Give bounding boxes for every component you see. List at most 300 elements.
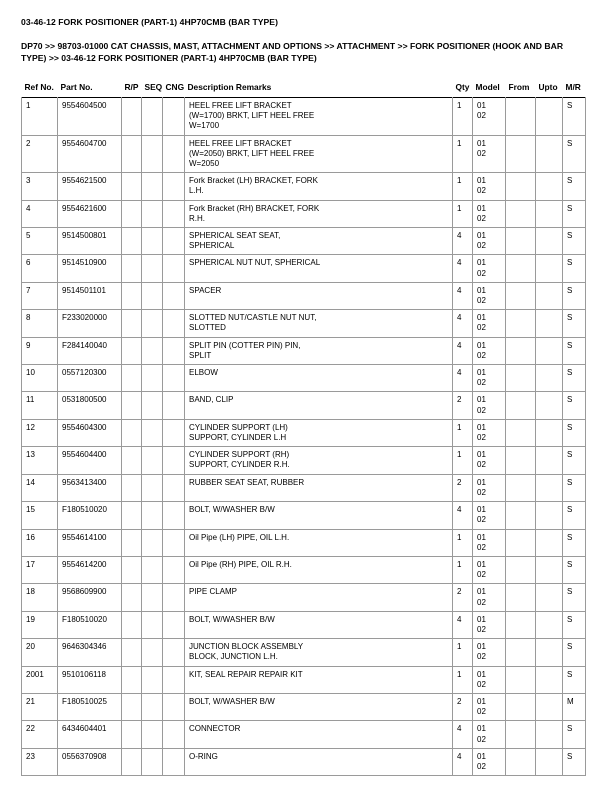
cell-qty: 1 — [453, 639, 473, 666]
cell-seq — [142, 392, 163, 419]
cell-ref-no: 15 — [22, 502, 58, 529]
cell-from — [506, 748, 536, 775]
cell-seq — [142, 611, 163, 638]
column-header-description: Description Remarks — [187, 82, 272, 92]
cell-model: 01 02 — [473, 310, 506, 337]
cell-upto — [536, 529, 563, 556]
cell-upto — [536, 200, 563, 227]
table-row — [22, 611, 586, 638]
cell-rp — [122, 337, 142, 364]
cell-rp — [122, 98, 142, 136]
column-header-rp: R/P — [124, 82, 139, 92]
cell-ref-no: 2 — [22, 135, 58, 173]
cell-rp — [122, 693, 142, 720]
table-row — [22, 474, 586, 501]
cell-qty: 1 — [453, 556, 473, 583]
cell-part-no: 9646304346 — [58, 639, 122, 666]
cell-part-no: 9554614100 — [58, 529, 122, 556]
cell-part-no: 9554614200 — [58, 556, 122, 583]
cell-upto — [536, 721, 563, 748]
cell-description: BOLT, W/WASHER B/W — [185, 611, 453, 638]
cell-seq — [142, 502, 163, 529]
cell-from — [506, 529, 536, 556]
cell-qty: 4 — [453, 255, 473, 282]
cell-seq — [142, 255, 163, 282]
cell-upto — [536, 474, 563, 501]
cell-rp — [122, 282, 142, 309]
cell-ref-no: 22 — [22, 721, 58, 748]
table-row — [22, 98, 586, 136]
cell-upto — [536, 365, 563, 392]
cell-upto — [536, 611, 563, 638]
cell-cng — [163, 200, 185, 227]
cell-upto — [536, 135, 563, 173]
table-row — [22, 721, 586, 748]
cell-cng — [163, 556, 185, 583]
cell-seq — [142, 135, 163, 173]
cell-qty: 4 — [453, 502, 473, 529]
cell-mr: S — [563, 611, 586, 638]
cell-mr: S — [563, 282, 586, 309]
cell-description: KIT, SEAL REPAIR REPAIR KIT — [185, 666, 453, 693]
cell-model: 01 02 — [473, 255, 506, 282]
cell-qty: 1 — [453, 200, 473, 227]
cell-model: 01 02 — [473, 135, 506, 173]
cell-ref-no: 2001 — [22, 666, 58, 693]
cell-qty: 2 — [453, 584, 473, 611]
cell-description: O-RING — [185, 748, 453, 775]
table-row — [22, 337, 586, 364]
cell-rp — [122, 474, 142, 501]
table-row — [22, 365, 586, 392]
cell-part-no: 9554621500 — [58, 173, 122, 200]
cell-qty: 4 — [453, 365, 473, 392]
cell-model: 01 02 — [473, 584, 506, 611]
table-row — [22, 200, 586, 227]
cell-seq — [142, 666, 163, 693]
cell-part-no: F180510020 — [58, 611, 122, 638]
cell-ref-no: 8 — [22, 310, 58, 337]
table-row — [22, 748, 586, 775]
cell-rp — [122, 584, 142, 611]
cell-part-no: 9554604300 — [58, 419, 122, 446]
cell-description: Fork Bracket (LH) BRACKET, FORK L.H. — [185, 173, 453, 200]
cell-from — [506, 419, 536, 446]
cell-seq — [142, 447, 163, 474]
table-row — [22, 419, 586, 446]
cell-model: 01 02 — [473, 98, 506, 136]
table-row — [22, 135, 586, 173]
cell-description: CYLINDER SUPPORT (RH) SUPPORT, CYLINDER R.H. — [185, 447, 453, 474]
cell-cng — [163, 584, 185, 611]
cell-rp — [122, 748, 142, 775]
cell-ref-no: 14 — [22, 474, 58, 501]
cell-upto — [536, 666, 563, 693]
cell-rp — [122, 310, 142, 337]
cell-description: PIPE CLAMP — [185, 584, 453, 611]
cell-from — [506, 584, 536, 611]
cell-rp — [122, 556, 142, 583]
cell-part-no: F180510025 — [58, 693, 122, 720]
cell-cng — [163, 173, 185, 200]
cell-cng — [163, 529, 185, 556]
table-row — [22, 639, 586, 666]
cell-upto — [536, 98, 563, 136]
cell-ref-no: 18 — [22, 584, 58, 611]
cell-model: 01 02 — [473, 693, 506, 720]
cell-cng — [163, 365, 185, 392]
cell-mr: S — [563, 419, 586, 446]
cell-cng — [163, 228, 185, 255]
cell-cng — [163, 392, 185, 419]
cell-ref-no: 10 — [22, 365, 58, 392]
cell-model: 01 02 — [473, 447, 506, 474]
cell-from — [506, 502, 536, 529]
cell-rp — [122, 502, 142, 529]
cell-rp — [122, 611, 142, 638]
cell-model: 01 02 — [473, 337, 506, 364]
cell-model: 01 02 — [473, 529, 506, 556]
cell-cng — [163, 447, 185, 474]
cell-mr: S — [563, 392, 586, 419]
cell-seq — [142, 419, 163, 446]
cell-from — [506, 639, 536, 666]
cell-mr: S — [563, 556, 586, 583]
cell-rp — [122, 639, 142, 666]
cell-description: SLOTTED NUT/CASTLE NUT NUT, SLOTTED — [185, 310, 453, 337]
cell-qty: 1 — [453, 98, 473, 136]
cell-mr: S — [563, 721, 586, 748]
cell-part-no: 9514510900 — [58, 255, 122, 282]
cell-part-no: F233020000 — [58, 310, 122, 337]
page-title: 03-46-12 FORK POSITIONER (PART-1) 4HP70CMB (BAR TYPE) — [21, 17, 279, 27]
cell-rp — [122, 666, 142, 693]
cell-qty: 4 — [453, 282, 473, 309]
cell-cng — [163, 419, 185, 446]
cell-from — [506, 556, 536, 583]
cell-cng — [163, 98, 185, 136]
cell-seq — [142, 310, 163, 337]
cell-rp — [122, 721, 142, 748]
cell-mr: S — [563, 584, 586, 611]
parts-table — [21, 82, 586, 776]
cell-from — [506, 666, 536, 693]
cell-description: ELBOW — [185, 365, 453, 392]
cell-from — [506, 255, 536, 282]
cell-ref-no: 1 — [22, 98, 58, 136]
cell-model: 01 02 — [473, 502, 506, 529]
cell-from — [506, 200, 536, 227]
cell-part-no: 9514500801 — [58, 228, 122, 255]
table-row — [22, 502, 586, 529]
cell-part-no: 9554621600 — [58, 200, 122, 227]
cell-part-no: 9510106118 — [58, 666, 122, 693]
cell-seq — [142, 556, 163, 583]
cell-model: 01 02 — [473, 556, 506, 583]
cell-ref-no: 12 — [22, 419, 58, 446]
cell-seq — [142, 282, 163, 309]
cell-seq — [142, 173, 163, 200]
cell-ref-no: 16 — [22, 529, 58, 556]
cell-from — [506, 447, 536, 474]
cell-rp — [122, 173, 142, 200]
table-row — [22, 392, 586, 419]
cell-mr: S — [563, 365, 586, 392]
table-row — [22, 228, 586, 255]
cell-ref-no: 21 — [22, 693, 58, 720]
cell-upto — [536, 556, 563, 583]
column-header-seq: SEQ — [144, 82, 163, 92]
cell-part-no: F284140040 — [58, 337, 122, 364]
table-row — [22, 282, 586, 309]
cell-rp — [122, 392, 142, 419]
cell-description: CONNECTOR — [185, 721, 453, 748]
cell-model: 01 02 — [473, 173, 506, 200]
cell-description: BOLT, W/WASHER B/W — [185, 502, 453, 529]
table-row — [22, 529, 586, 556]
cell-description: SPLIT PIN (COTTER PIN) PIN, SPLIT — [185, 337, 453, 364]
column-header-model: Model — [475, 82, 500, 92]
cell-from — [506, 611, 536, 638]
cell-part-no: F180510020 — [58, 502, 122, 529]
cell-seq — [142, 584, 163, 611]
cell-qty: 2 — [453, 693, 473, 720]
cell-mr: S — [563, 502, 586, 529]
cell-upto — [536, 392, 563, 419]
cell-ref-no: 17 — [22, 556, 58, 583]
cell-from — [506, 474, 536, 501]
cell-description: BAND, CLIP — [185, 392, 453, 419]
cell-description: SPHERICAL NUT NUT, SPHERICAL — [185, 255, 453, 282]
cell-ref-no: 13 — [22, 447, 58, 474]
cell-description: Fork Bracket (RH) BRACKET, FORK R.H. — [185, 200, 453, 227]
column-header-part-no: Part No. — [60, 82, 93, 92]
table-row — [22, 693, 586, 720]
cell-seq — [142, 693, 163, 720]
table-row — [22, 255, 586, 282]
cell-qty: 1 — [453, 173, 473, 200]
cell-from — [506, 365, 536, 392]
cell-mr: S — [563, 639, 586, 666]
cell-mr: S — [563, 173, 586, 200]
cell-qty: 4 — [453, 337, 473, 364]
cell-mr: S — [563, 255, 586, 282]
cell-cng — [163, 502, 185, 529]
breadcrumb: DP70 >> 98703-01000 CAT CHASSIS, MAST, ATTACHMENT AND OPTIONS >> ATTACHMENT >> FORK POSITIONER (HOOK AND BAR TYPE) >> 03-46-12 FORK POSITIONER (PART-1) 4HP70CMB (BAR TYPE) — [21, 41, 564, 63]
cell-from — [506, 310, 536, 337]
cell-ref-no: 6 — [22, 255, 58, 282]
cell-upto — [536, 502, 563, 529]
cell-ref-no: 7 — [22, 282, 58, 309]
cell-mr: S — [563, 200, 586, 227]
table-row — [22, 666, 586, 693]
cell-upto — [536, 173, 563, 200]
cell-mr: S — [563, 135, 586, 173]
cell-cng — [163, 639, 185, 666]
cell-model: 01 02 — [473, 282, 506, 309]
cell-upto — [536, 447, 563, 474]
column-header-from: From — [508, 82, 530, 92]
cell-description: SPHERICAL SEAT SEAT, SPHERICAL — [185, 228, 453, 255]
cell-qty: 4 — [453, 611, 473, 638]
table-row — [22, 556, 586, 583]
column-header-qty: Qty — [455, 82, 470, 92]
cell-cng — [163, 721, 185, 748]
cell-cng — [163, 282, 185, 309]
cell-mr: S — [563, 748, 586, 775]
cell-seq — [142, 748, 163, 775]
table-row — [22, 584, 586, 611]
cell-qty: 4 — [453, 748, 473, 775]
parts-table-header — [22, 82, 586, 98]
cell-rp — [122, 135, 142, 173]
cell-rp — [122, 529, 142, 556]
column-header-mr: M/R — [565, 82, 581, 92]
cell-qty: 4 — [453, 310, 473, 337]
cell-rp — [122, 419, 142, 446]
cell-from — [506, 337, 536, 364]
cell-model: 01 02 — [473, 611, 506, 638]
cell-cng — [163, 611, 185, 638]
cell-cng — [163, 474, 185, 501]
cell-mr: S — [563, 228, 586, 255]
cell-qty: 4 — [453, 228, 473, 255]
cell-part-no: 9554604500 — [58, 98, 122, 136]
cell-rp — [122, 447, 142, 474]
table-row — [22, 173, 586, 200]
cell-upto — [536, 228, 563, 255]
cell-qty: 2 — [453, 474, 473, 501]
table-row — [22, 447, 586, 474]
cell-part-no: 9554604700 — [58, 135, 122, 173]
cell-seq — [142, 228, 163, 255]
cell-ref-no: 19 — [22, 611, 58, 638]
cell-ref-no: 4 — [22, 200, 58, 227]
cell-ref-no: 3 — [22, 173, 58, 200]
cell-model: 01 02 — [473, 639, 506, 666]
cell-mr: S — [563, 337, 586, 364]
cell-part-no: 9554604400 — [58, 447, 122, 474]
cell-part-no: 0556370908 — [58, 748, 122, 775]
cell-upto — [536, 693, 563, 720]
cell-description: JUNCTION BLOCK ASSEMBLY BLOCK, JUNCTION L.H. — [185, 639, 453, 666]
cell-seq — [142, 337, 163, 364]
cell-seq — [142, 98, 163, 136]
cell-qty: 1 — [453, 666, 473, 693]
cell-mr: S — [563, 474, 586, 501]
cell-mr: S — [563, 310, 586, 337]
cell-from — [506, 135, 536, 173]
cell-seq — [142, 200, 163, 227]
cell-model: 01 02 — [473, 666, 506, 693]
cell-cng — [163, 693, 185, 720]
cell-upto — [536, 639, 563, 666]
cell-ref-no: 9 — [22, 337, 58, 364]
table-row — [22, 310, 586, 337]
cell-ref-no: 11 — [22, 392, 58, 419]
cell-seq — [142, 365, 163, 392]
cell-part-no: 0557120300 — [58, 365, 122, 392]
cell-qty: 1 — [453, 447, 473, 474]
cell-part-no: 9568609900 — [58, 584, 122, 611]
cell-mr: S — [563, 98, 586, 136]
cell-description: BOLT, W/WASHER B/W — [185, 693, 453, 720]
cell-model: 01 02 — [473, 365, 506, 392]
cell-description: SPACER — [185, 282, 453, 309]
cell-cng — [163, 337, 185, 364]
cell-description: CYLINDER SUPPORT (LH) SUPPORT, CYLINDER L.H — [185, 419, 453, 446]
cell-from — [506, 721, 536, 748]
cell-ref-no: 5 — [22, 228, 58, 255]
cell-from — [506, 173, 536, 200]
cell-upto — [536, 310, 563, 337]
cell-upto — [536, 255, 563, 282]
cell-description: RUBBER SEAT SEAT, RUBBER — [185, 474, 453, 501]
cell-description: Oil Pipe (RH) PIPE, OIL R.H. — [185, 556, 453, 583]
cell-description: HEEL FREE LIFT BRACKET (W=2050) BRKT, LIFT HEEL FREE W=2050 — [185, 135, 453, 173]
column-header-cng: CNG — [165, 82, 185, 92]
cell-cng — [163, 310, 185, 337]
cell-model: 01 02 — [473, 228, 506, 255]
cell-mr: M — [563, 693, 586, 720]
cell-qty: 1 — [453, 529, 473, 556]
cell-ref-no: 20 — [22, 639, 58, 666]
cell-upto — [536, 419, 563, 446]
cell-seq — [142, 474, 163, 501]
cell-description: Oil Pipe (LH) PIPE, OIL L.H. — [185, 529, 453, 556]
cell-upto — [536, 748, 563, 775]
cell-qty: 1 — [453, 135, 473, 173]
cell-mr: S — [563, 529, 586, 556]
cell-seq — [142, 639, 163, 666]
cell-model: 01 02 — [473, 748, 506, 775]
cell-part-no: 9563413400 — [58, 474, 122, 501]
cell-part-no: 9514501101 — [58, 282, 122, 309]
parts-table-body — [22, 98, 586, 776]
cell-mr: S — [563, 447, 586, 474]
cell-seq — [142, 721, 163, 748]
cell-upto — [536, 584, 563, 611]
cell-from — [506, 693, 536, 720]
cell-description: HEEL FREE LIFT BRACKET (W=1700) BRKT, LIFT HEEL FREE W=1700 — [185, 98, 453, 136]
cell-part-no: 0531800500 — [58, 392, 122, 419]
cell-model: 01 02 — [473, 392, 506, 419]
cell-cng — [163, 135, 185, 173]
column-header-upto: Upto — [538, 82, 558, 92]
cell-seq — [142, 529, 163, 556]
cell-upto — [536, 337, 563, 364]
cell-qty: 1 — [453, 419, 473, 446]
cell-from — [506, 98, 536, 136]
cell-model: 01 02 — [473, 419, 506, 446]
cell-rp — [122, 365, 142, 392]
cell-rp — [122, 255, 142, 282]
cell-model: 01 02 — [473, 200, 506, 227]
column-header-ref-no: Ref No. — [24, 82, 54, 92]
cell-mr: S — [563, 666, 586, 693]
cell-cng — [163, 666, 185, 693]
cell-cng — [163, 255, 185, 282]
cell-ref-no: 23 — [22, 748, 58, 775]
cell-qty: 2 — [453, 392, 473, 419]
cell-from — [506, 228, 536, 255]
cell-part-no: 6434604401 — [58, 721, 122, 748]
cell-qty: 4 — [453, 721, 473, 748]
cell-rp — [122, 200, 142, 227]
cell-from — [506, 392, 536, 419]
cell-rp — [122, 228, 142, 255]
cell-cng — [163, 748, 185, 775]
